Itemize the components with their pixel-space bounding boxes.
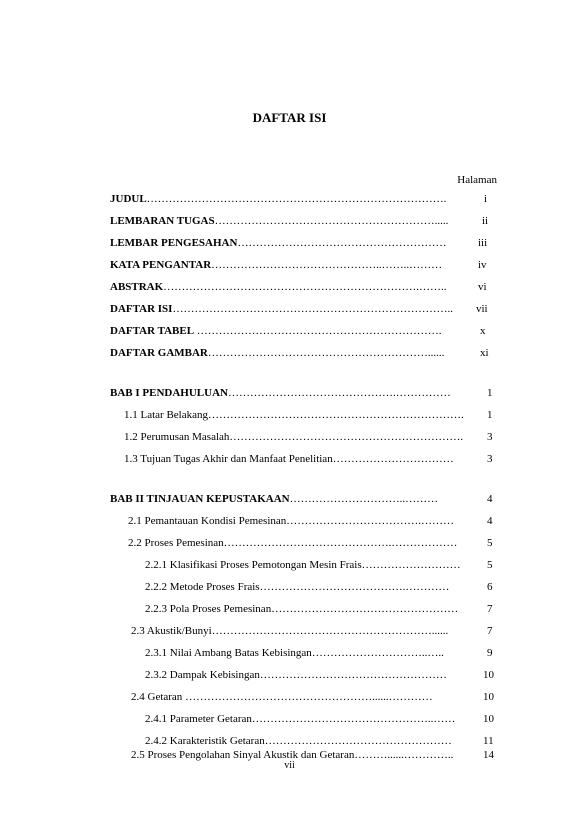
toc-entry-kata-pengantar xyxy=(110,258,487,272)
toc-entry-2-2-3 xyxy=(145,602,493,616)
toc-label: BAB I PENDAHULUAN xyxy=(110,387,228,399)
toc-label: DAFTAR TABEL xyxy=(110,325,195,337)
toc-page: 10 xyxy=(483,691,494,703)
toc-entry-1-2 xyxy=(124,430,493,444)
toc-page: 5 xyxy=(487,559,493,571)
toc-dots: …………………………… xyxy=(332,453,454,465)
toc-page: i xyxy=(484,193,488,205)
toc-entry-2-4 xyxy=(131,690,494,704)
toc-dots: ………………………………………………………………….. xyxy=(172,303,453,315)
toc-label: 2.2.1 Klasifikasi Proses Pemotongan Mesin Frais xyxy=(145,559,362,571)
toc-dots: ………………………………………………… xyxy=(237,237,447,249)
toc-dots: ……………………………………………......………… xyxy=(185,691,433,703)
toc-label: 2.2 Proses Pemesinan xyxy=(128,537,224,549)
toc-dots: ………………………………………………………. xyxy=(229,431,464,443)
toc-page: x xyxy=(480,325,486,337)
toc-page: ii xyxy=(482,215,489,227)
toc-dots: ………......………….. xyxy=(354,749,454,761)
toc-page: 9 xyxy=(487,647,493,659)
toc-label: 2.5 Proses Pengolahan Sinyal Akustik dan Getaran xyxy=(131,749,355,761)
toc-entry-2-1 xyxy=(128,514,493,528)
toc-label: 2.4 Getaran xyxy=(131,691,186,703)
toc-entry-1-3 xyxy=(124,452,493,466)
toc-label: DAFTAR GAMBAR xyxy=(110,347,208,359)
toc-dots: ………………………………….………… xyxy=(259,581,450,593)
toc-label: DAFTAR ISI xyxy=(110,303,173,315)
toc-page: 4 xyxy=(487,515,493,527)
toc-dots: ……………………………………………………..... xyxy=(214,215,449,227)
toc-dots: …………………………..….. xyxy=(311,647,444,659)
toc-label: KATA PENGANTAR xyxy=(110,259,212,271)
toc-dots: ……………………………………….……………… xyxy=(223,537,458,549)
toc-entry-lembaran-tugas xyxy=(110,214,489,228)
toc-label: JUDUL xyxy=(110,193,147,205)
toc-page: 7 xyxy=(487,603,493,615)
toc-label: 1.2 Perumusan Masalah xyxy=(124,431,230,443)
toc-dots: …………………………………………………………….…….. xyxy=(163,281,447,293)
toc-entry-2-3-1 xyxy=(145,646,493,660)
toc-label: LEMBAR PENGESAHAN xyxy=(110,237,238,249)
toc-entry-2-3-2 xyxy=(145,668,494,682)
toc-page: 1 xyxy=(487,409,493,421)
toc-page: 4 xyxy=(487,493,493,505)
toc-page: vii xyxy=(476,303,488,315)
toc-entry-2-4-1 xyxy=(145,712,494,726)
toc-dots: ………………………………………………………………………. xyxy=(146,193,447,205)
toc-page: 11 xyxy=(483,735,494,747)
toc-page: 1 xyxy=(487,387,493,399)
toc-dots: ……………………………………………………...... xyxy=(207,347,445,359)
toc-dots: …………………………………………..…… xyxy=(251,713,456,725)
toc-dots: …………………………………………… xyxy=(259,669,447,681)
toc-chapter-bab-1 xyxy=(110,386,493,400)
toc-label: LEMBARAN TUGAS xyxy=(110,215,215,227)
toc-label: BAB II TINJAUAN KEPUSTAKAAN xyxy=(110,493,290,505)
toc-entry-2-2 xyxy=(128,536,493,550)
toc-dots: ……………………………….……… xyxy=(286,515,455,527)
toc-label: 1.1 Latar Belakang xyxy=(124,409,208,421)
toc-page: 3 xyxy=(487,431,493,443)
toc-chapter-bab-2 xyxy=(110,492,493,506)
toc-entry-daftar-gambar xyxy=(110,346,489,360)
toc-page: iii xyxy=(478,237,488,249)
toc-entry-abstrak xyxy=(110,280,487,294)
toc-dots: ……………………………………………………...... xyxy=(211,625,449,637)
page-title: DAFTAR ISI xyxy=(252,110,327,125)
toc-dots: ………………………………………..……..……… xyxy=(211,259,443,271)
toc-entry-1-1 xyxy=(124,408,493,422)
toc-page: iv xyxy=(478,259,487,271)
toc-entry-2-2-1 xyxy=(145,558,493,572)
toc-label: 1.3 Tujuan Tugas Akhir dan Manfaat Penelitian xyxy=(124,453,333,465)
toc-page: xi xyxy=(480,347,489,359)
toc-page: 3 xyxy=(487,453,493,465)
toc-dots: …………………………………………… xyxy=(271,603,459,615)
toc-dots: ……………………… xyxy=(361,559,461,571)
toc-page: 6 xyxy=(487,581,493,593)
toc-dots: ……………………………………….…………… xyxy=(227,387,451,399)
toc-label: 2.4.2 Karakteristik Getaran xyxy=(145,735,265,747)
toc-label: 2.2.3 Pola Proses Pemesinan xyxy=(145,603,272,615)
toc-entry-2-2-2 xyxy=(145,580,493,594)
toc-dots: …………………………………………………………. xyxy=(194,325,442,337)
toc-dots: …………………………………………… xyxy=(264,735,452,747)
toc-label: 2.4.1 Parameter Getaran xyxy=(145,713,252,725)
toc-entry-2-3 xyxy=(131,624,493,638)
toc-label: 2.3 Akustik/Bunyi xyxy=(131,625,212,637)
halaman-header: Halaman xyxy=(457,174,497,186)
toc-label: ABSTRAK xyxy=(110,281,164,293)
toc-page: 5 xyxy=(487,537,493,549)
page-number: vii xyxy=(284,760,295,771)
toc-page: 10 xyxy=(483,713,494,725)
toc-page: 10 xyxy=(483,669,494,681)
toc-entry-lembar-pengesahan xyxy=(110,236,488,250)
toc-label: 2.1 Pemantauan Kondisi Pemesinan xyxy=(128,515,287,527)
toc-dots: …………………………..……… xyxy=(289,493,439,505)
toc-entry-daftar-isi xyxy=(110,302,488,316)
toc-entry-daftar-tabel xyxy=(110,324,486,338)
toc-page: 14 xyxy=(483,749,494,761)
toc-entry-2-4-2 xyxy=(145,734,494,748)
toc-dots: ……………………………………………………………. xyxy=(208,409,464,421)
toc-label: 2.2.2 Metode Proses Frais xyxy=(145,581,260,593)
toc-page: 7 xyxy=(487,625,493,637)
toc-label: 2.3.1 Nilai Ambang Batas Kebisingan xyxy=(145,647,312,659)
toc-entry-judul xyxy=(110,192,488,206)
toc-page: vi xyxy=(478,281,487,293)
toc-label: 2.3.2 Dampak Kebisingan xyxy=(145,669,260,681)
